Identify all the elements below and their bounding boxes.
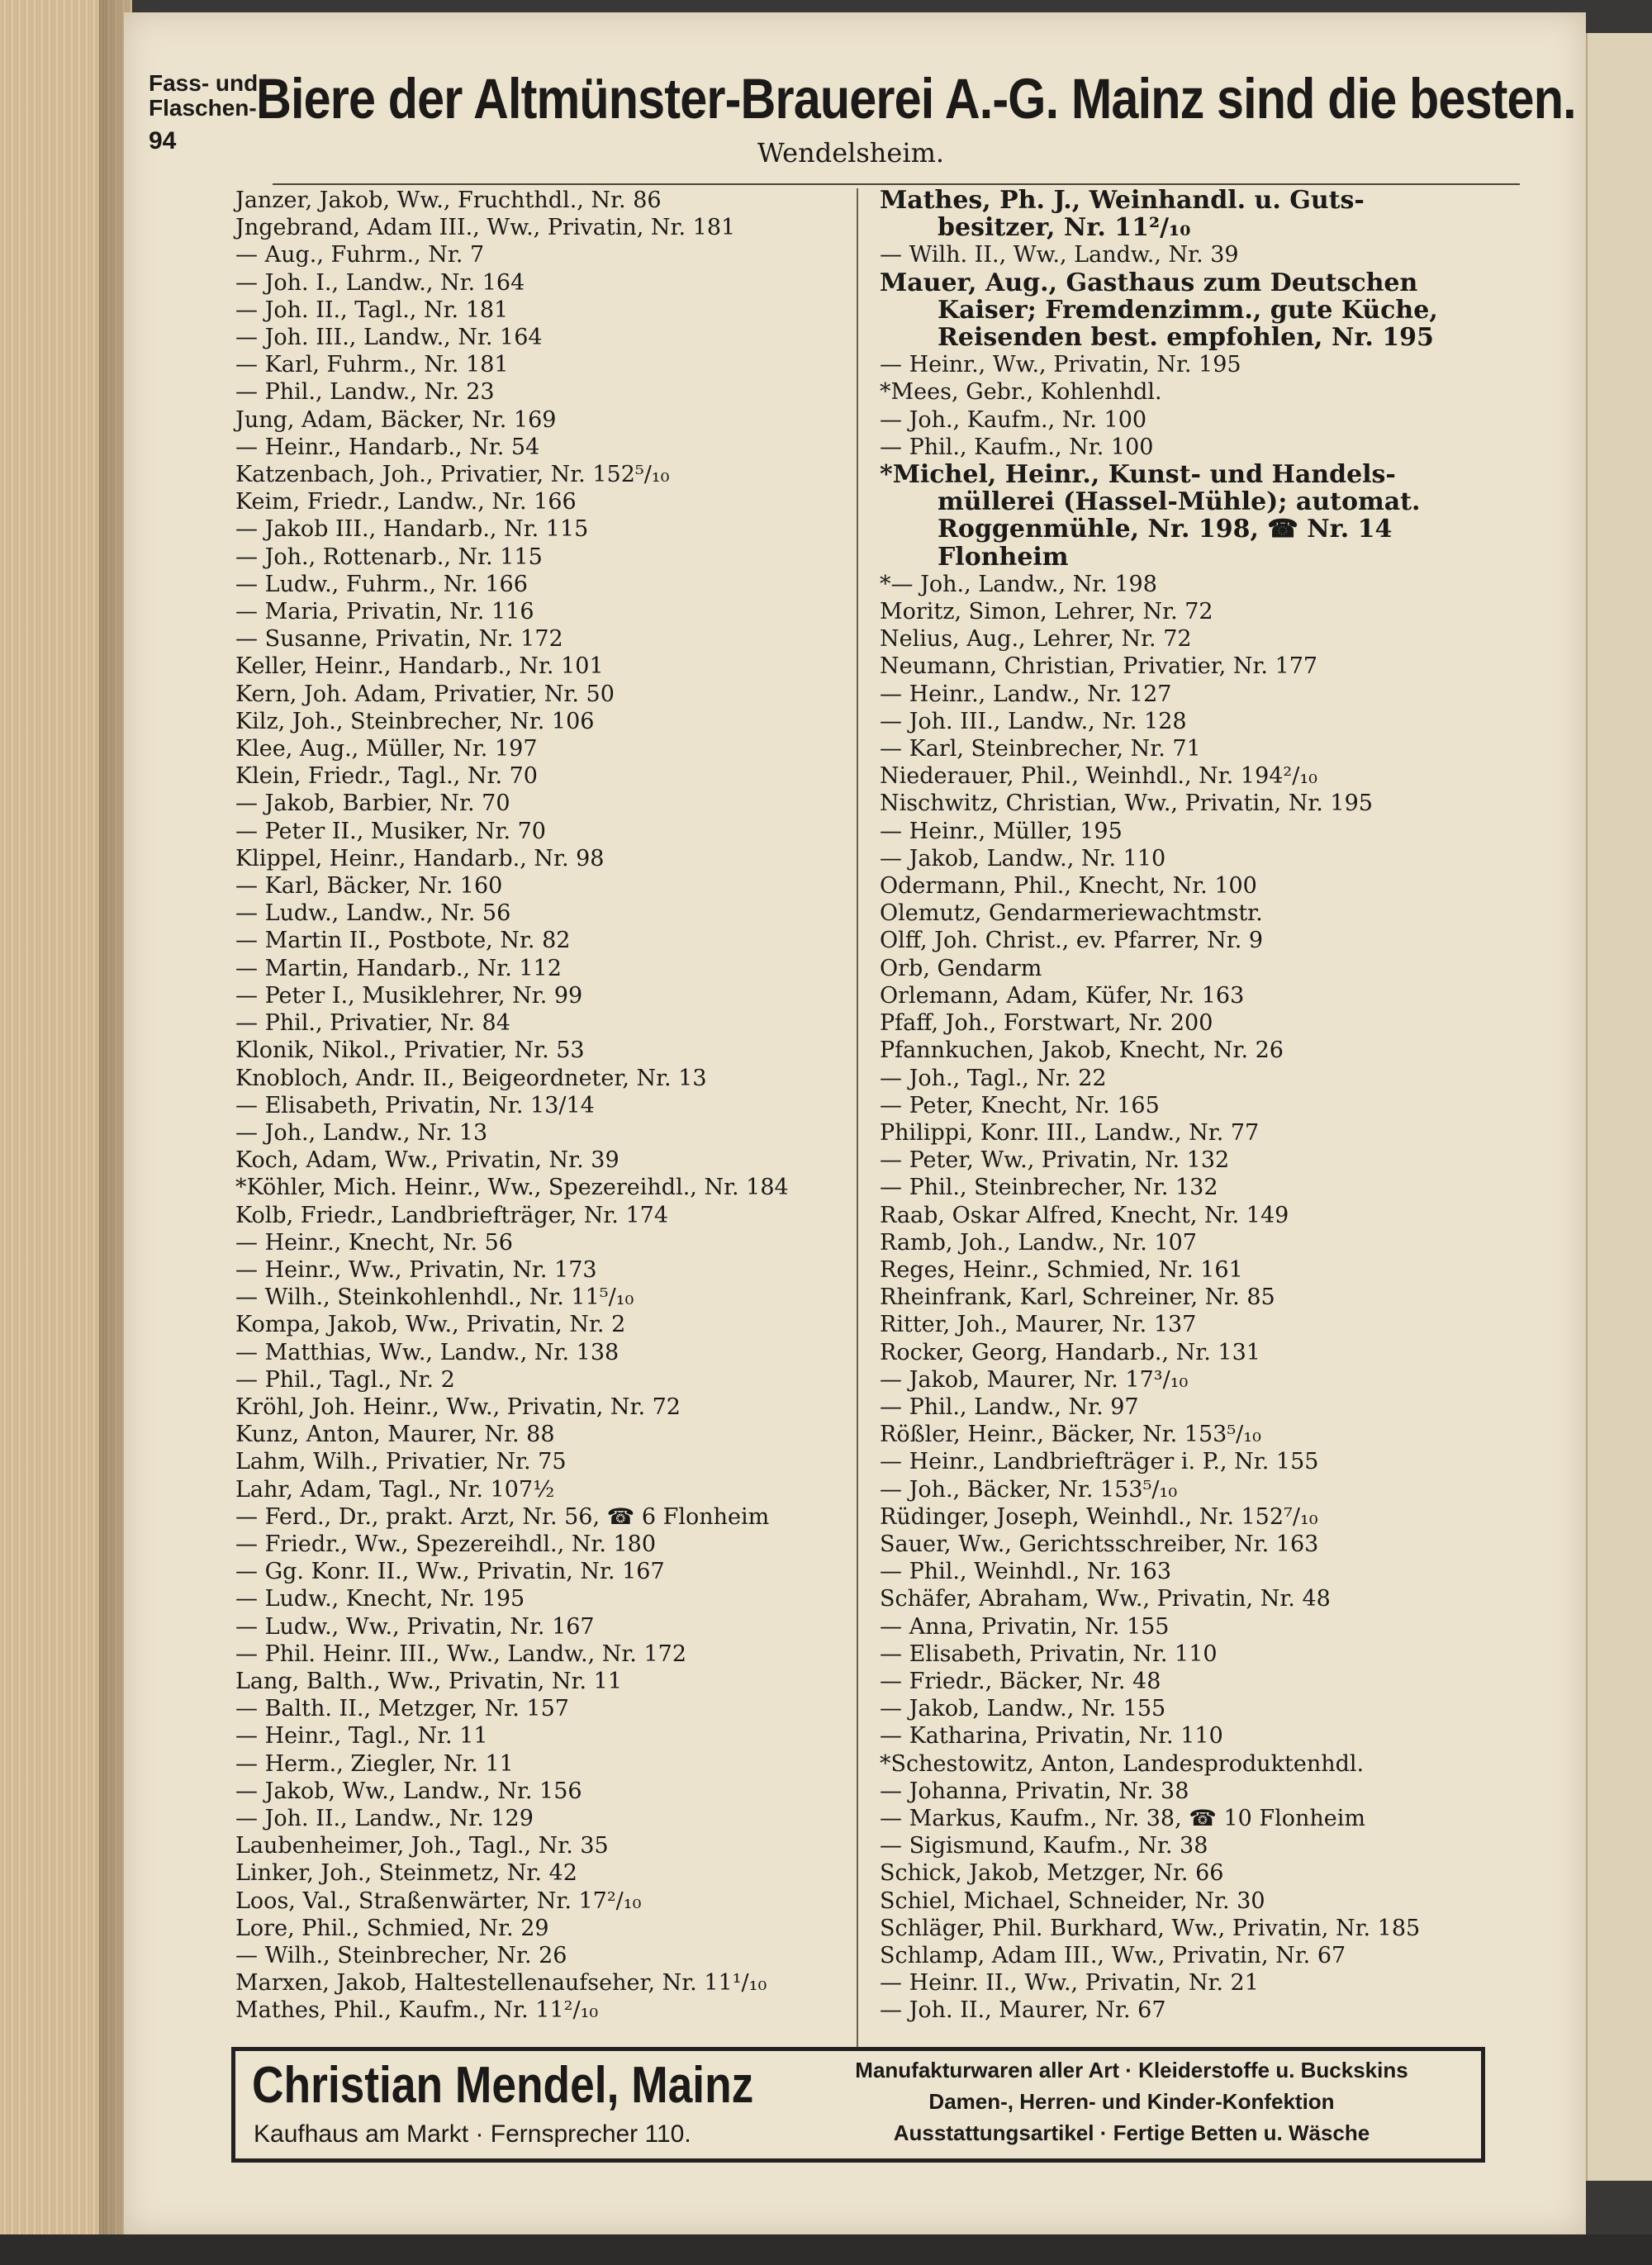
list-item: Kompa, Jakob, Ww., Privatin, Nr. 2 <box>235 1312 626 1338</box>
list-item: — Jakob, Ww., Landw., Nr. 156 <box>235 1778 582 1804</box>
list-item: — Anna, Privatin, Nr. 155 <box>880 1613 1170 1640</box>
list-item: — Ludw., Fuhrm., Nr. 166 <box>235 571 528 597</box>
list-item: — Jakob III., Handarb., Nr. 115 <box>235 516 589 543</box>
list-item: — Joh., Landw., Nr. 13 <box>235 1119 488 1146</box>
list-item: Lang, Balth., Ww., Privatin, Nr. 11 <box>235 1668 623 1694</box>
list-item: Ramb, Joh., Landw., Nr. 107 <box>880 1229 1197 1256</box>
list-item: Janzer, Jakob, Ww., Fruchthdl., Nr. 86 <box>235 188 662 213</box>
list-item: — Gg. Konr. II., Ww., Privatin, Nr. 167 <box>235 1559 665 1585</box>
list-item: — Martin II., Postbote, Nr. 82 <box>235 928 571 954</box>
list-item: Lahr, Adam, Tagl., Nr. 107½ <box>235 1476 555 1503</box>
list-item: — Karl, Bäcker, Nr. 160 <box>235 873 503 900</box>
list-item: — Ludw., Ww., Privatin, Nr. 167 <box>235 1613 595 1640</box>
list-item: — Phil., Landw., Nr. 23 <box>235 379 495 406</box>
list-item: — Balth. II., Metzger, Nr. 157 <box>235 1696 569 1722</box>
right-column <box>880 187 1540 2025</box>
list-item: — Phil., Kaufm., Nr. 100 <box>880 434 1154 460</box>
left-column <box>235 187 863 2025</box>
bottom-edge <box>0 2234 1652 2265</box>
page-number: 94 <box>149 127 177 154</box>
list-item: Nelius, Aug., Lehrer, Nr. 72 <box>880 626 1192 653</box>
list-item-mathes-winery <box>880 187 1540 241</box>
list-item: Jngebrand, Adam III., Ww., Privatin, Nr. 181 <box>235 215 736 241</box>
list-item: Olemutz, Gendarmeriewachtmstr. <box>880 900 1263 927</box>
list-item: — Herm., Ziegler, Nr. 11 <box>235 1750 514 1777</box>
list-item: Olff, Joh. Christ., ev. Pfarrer, Nr. 9 <box>880 928 1264 954</box>
list-item: — Phil., Privatier, Nr. 84 <box>235 1010 510 1037</box>
list-item: — Phil., Weinhdl., Nr. 163 <box>880 1559 1172 1585</box>
advertisement-address: Kaufhaus am Markt · Fernsprecher 110. <box>254 2120 691 2148</box>
list-item: Lahm, Wilh., Privatier, Nr. 75 <box>235 1449 567 1475</box>
list-item-line: Reisenden best. empfohlen, Nr. 195 <box>938 323 1434 353</box>
list-item: — Peter, Knecht, Nr. 165 <box>880 1092 1160 1118</box>
list-item: Kröhl, Joh. Heinr., Ww., Privatin, Nr. 72 <box>235 1394 681 1420</box>
header-rule <box>273 183 1520 185</box>
list-item: — Heinr., Handarb., Nr. 54 <box>235 434 540 460</box>
list-item: Rocker, Georg, Handarb., Nr. 131 <box>880 1339 1260 1365</box>
list-item: — Maria, Privatin, Nr. 116 <box>235 599 534 625</box>
list-item: — Joh. II., Landw., Nr. 129 <box>235 1805 534 1831</box>
list-item: Kolb, Friedr., Landbriefträger, Nr. 174 <box>235 1202 668 1228</box>
list-item: Schlamp, Adam III., Ww., Privatin, Nr. 67 <box>880 1943 1346 1968</box>
list-item: Jung, Adam, Bäcker, Nr. 169 <box>235 406 557 433</box>
header-side-label <box>149 71 258 121</box>
list-item: — Heinr., Tagl., Nr. 11 <box>235 1723 488 1750</box>
list-item: Marxen, Jakob, Haltestellenaufseher, Nr. 11¹/₁₀ <box>235 1970 767 1997</box>
list-item-line: müllerei (Hassel-Mühle); automat. <box>938 487 1421 517</box>
list-item: — Ferd., Dr., prakt. Arzt, Nr. 56, ☎ 6 Flonheim <box>235 1503 770 1530</box>
header-side-label-1: Fass- und <box>149 70 259 96</box>
list-item: — Karl, Steinbrecher, Nr. 71 <box>880 736 1201 762</box>
list-item: — Joh., Bäcker, Nr. 153⁵/₁₀ <box>880 1476 1178 1503</box>
list-item: — Markus, Kaufm., Nr. 38, ☎ 10 Flonheim <box>880 1805 1366 1831</box>
list-item: Philippi, Konr. III., Landw., Nr. 77 <box>880 1119 1260 1146</box>
list-item: Rüdinger, Joseph, Weinhdl., Nr. 152⁷/₁₀ <box>880 1503 1318 1530</box>
list-item: Klee, Aug., Müller, Nr. 197 <box>235 736 538 762</box>
header-slogan: Biere der Altmünster-Brauerei A.-G. Mainz sind die besten. <box>256 67 1576 131</box>
list-item: Keller, Heinr., Handarb., Nr. 101 <box>235 653 604 680</box>
list-item: — Phil., Tagl., Nr. 2 <box>235 1366 455 1393</box>
list-item: Pfannkuchen, Jakob, Knecht, Nr. 26 <box>880 1038 1284 1064</box>
list-item: — Aug., Fuhrm., Nr. 7 <box>235 242 485 268</box>
list-item-mauer-guesthouse <box>880 269 1540 352</box>
list-item: — Johanna, Privatin, Nr. 38 <box>880 1778 1189 1804</box>
list-item: — Jakob, Barbier, Nr. 70 <box>235 791 510 817</box>
list-item: — Joh. III., Landw., Nr. 164 <box>235 325 543 351</box>
list-item: Nischwitz, Christian, Ww., Privatin, Nr. 195 <box>880 791 1373 817</box>
list-item: — Joh., Rottenarb., Nr. 115 <box>235 544 543 570</box>
list-item: Mathes, Phil., Kaufm., Nr. 11²/₁₀ <box>235 1997 599 2024</box>
list-item: — Jakob, Maurer, Nr. 17³/₁₀ <box>880 1366 1189 1393</box>
list-item: *Köhler, Mich. Heinr., Ww., Spezereihdl., Nr. 184 <box>235 1175 789 1201</box>
adjacent-page-edge <box>1586 33 1652 2181</box>
list-item: Niederauer, Phil., Weinhdl., Nr. 194²/₁₀ <box>880 763 1317 790</box>
advertisement-company-name: Christian Mendel, Mainz <box>252 2057 754 2114</box>
header-side-label-2: Flaschen- <box>149 95 257 121</box>
list-item: Loos, Val., Straßenwärter, Nr. 17²/₁₀ <box>235 1888 642 1914</box>
list-item: — Martin, Handarb., Nr. 112 <box>235 955 562 981</box>
list-item: Klippel, Heinr., Handarb., Nr. 98 <box>235 845 605 871</box>
list-item: — Ludw., Knecht, Nr. 195 <box>235 1586 525 1612</box>
list-item: Neumann, Christian, Privatier, Nr. 177 <box>880 653 1318 680</box>
list-item: — Jakob, Landw., Nr. 110 <box>880 845 1166 871</box>
list-item: Odermann, Phil., Knecht, Nr. 100 <box>880 873 1257 900</box>
list-item: — Joh., Kaufm., Nr. 100 <box>880 406 1147 433</box>
list-item: — Phil. Heinr. III., Ww., Landw., Nr. 172 <box>235 1641 686 1667</box>
list-item-line: Mathes, Ph. J., Weinhandl. u. Guts- <box>880 186 1365 215</box>
list-item: — Heinr. II., Ww., Privatin, Nr. 21 <box>880 1970 1259 1997</box>
list-item: — Friedr., Bäcker, Nr. 48 <box>880 1668 1161 1694</box>
list-item: — Sigismund, Kaufm., Nr. 38 <box>880 1833 1208 1859</box>
list-item: — Peter I., Musiklehrer, Nr. 99 <box>235 982 583 1009</box>
list-item: — Matthias, Ww., Landw., Nr. 138 <box>235 1339 620 1365</box>
list-item: Schläger, Phil. Burkhard, Ww., Privatin, Nr. 185 <box>880 1915 1421 1941</box>
list-item-line: Kaiser; Fremdenzimm., gute Küche, <box>938 295 1438 325</box>
list-item: Kern, Joh. Adam, Privatier, Nr. 50 <box>235 681 615 707</box>
list-item: Keim, Friedr., Landw., Nr. 166 <box>235 489 577 515</box>
list-item-line: Flonheim <box>938 542 1069 572</box>
list-item: — Wilh. II., Ww., Landw., Nr. 39 <box>880 242 1239 268</box>
advertisement-line: Damen-, Herren- und Kinder-Konfektion <box>928 2089 1335 2114</box>
list-item: — Heinr., Landw., Nr. 127 <box>880 681 1172 707</box>
list-item: Orb, Gendarm <box>880 955 1042 981</box>
list-item: Schäfer, Abraham, Ww., Privatin, Nr. 48 <box>880 1586 1331 1612</box>
list-item: — Phil., Landw., Nr. 97 <box>880 1394 1139 1420</box>
list-item: — Heinr., Landbriefträger i. P., Nr. 155 <box>880 1449 1319 1475</box>
list-item: Reges, Heinr., Schmied, Nr. 161 <box>880 1256 1243 1283</box>
list-item: — Wilh., Steinkohlenhdl., Nr. 11⁵/₁₀ <box>235 1284 634 1311</box>
list-item-line: Mauer, Aug., Gasthaus zum Deutschen <box>880 268 1418 297</box>
list-item: Rheinfrank, Karl, Schreiner, Nr. 85 <box>880 1284 1275 1311</box>
list-item: *Mees, Gebr., Kohlenhdl. <box>880 379 1162 406</box>
list-item: — Ludw., Landw., Nr. 56 <box>235 900 511 927</box>
list-item: — Joh., Tagl., Nr. 22 <box>880 1065 1107 1091</box>
list-item: — Heinr., Ww., Privatin, Nr. 195 <box>880 352 1241 378</box>
list-item: — Joh. II., Tagl., Nr. 181 <box>235 297 509 323</box>
list-item: — Elisabeth, Privatin, Nr. 110 <box>880 1641 1218 1667</box>
list-item: — Friedr., Ww., Spezereihdl., Nr. 180 <box>235 1531 657 1557</box>
list-item: — Katharina, Privatin, Nr. 110 <box>880 1723 1223 1750</box>
list-item: Knobloch, Andr. II., Beigeordneter, Nr. 13 <box>235 1065 707 1091</box>
list-item: Linker, Joh., Steinmetz, Nr. 42 <box>235 1860 577 1887</box>
list-item: Lore, Phil., Schmied, Nr. 29 <box>235 1915 549 1941</box>
list-item: — Karl, Fuhrm., Nr. 181 <box>235 352 509 378</box>
list-item-line: *Michel, Heinr., Kunst- und Handels- <box>880 460 1396 490</box>
list-item: — Joh. III., Landw., Nr. 128 <box>880 708 1187 734</box>
list-item: — Joh. II., Maurer, Nr. 67 <box>880 1997 1166 2024</box>
list-item: *— Joh., Landw., Nr. 198 <box>880 571 1157 597</box>
list-item: Sauer, Ww., Gerichtsschreiber, Nr. 163 <box>880 1531 1319 1557</box>
page-header <box>149 66 1576 182</box>
list-item-line: Roggenmühle, Nr. 198, ☎ Nr. 14 <box>938 515 1393 544</box>
list-item: — Elisabeth, Privatin, Nr. 13/14 <box>235 1092 595 1118</box>
list-item: *Schestowitz, Anton, Landesproduktenhdl. <box>880 1750 1365 1777</box>
list-item-michel-mill <box>880 461 1540 571</box>
list-item: Rößler, Heinr., Bäcker, Nr. 153⁵/₁₀ <box>880 1422 1261 1448</box>
list-item: Pfaff, Joh., Forstwart, Nr. 200 <box>880 1010 1213 1037</box>
list-item: — Susanne, Privatin, Nr. 172 <box>235 626 563 653</box>
advertisement-line: Ausstattungsartikel · Fertige Betten u. Wäsche <box>893 2120 1370 2145</box>
list-item: Koch, Adam, Ww., Privatin, Nr. 39 <box>235 1147 620 1174</box>
list-item-line: besitzer, Nr. 11²/₁₀ <box>938 213 1191 243</box>
list-item: — Wilh., Steinbrecher, Nr. 26 <box>235 1943 567 1968</box>
list-item: — Joh. I., Landw., Nr. 164 <box>235 269 525 296</box>
list-item: — Heinr., Knecht, Nr. 56 <box>235 1229 513 1256</box>
advertisement-line: Manufakturwaren aller Art · Kleiderstoffe u. Buckskins <box>855 2058 1408 2082</box>
list-item: Schick, Jakob, Metzger, Nr. 66 <box>880 1860 1224 1887</box>
list-item: Kilz, Joh., Steinbrecher, Nr. 106 <box>235 708 595 734</box>
list-item: Katzenbach, Joh., Privatier, Nr. 152⁵/₁₀ <box>235 462 670 488</box>
list-item: Schiel, Michael, Schneider, Nr. 30 <box>880 1888 1265 1914</box>
list-item: — Jakob, Landw., Nr. 155 <box>880 1696 1166 1722</box>
list-item: Klonik, Nikol., Privatier, Nr. 53 <box>235 1038 585 1064</box>
list-item: — Peter, Ww., Privatin, Nr. 132 <box>880 1147 1230 1174</box>
advertisement-box <box>231 2047 1485 2163</box>
list-item: — Phil., Steinbrecher, Nr. 132 <box>880 1175 1218 1201</box>
list-item: Laubenheimer, Joh., Tagl., Nr. 35 <box>235 1833 609 1859</box>
list-item: Kunz, Anton, Maurer, Nr. 88 <box>235 1422 555 1448</box>
list-item: Ritter, Joh., Maurer, Nr. 137 <box>880 1312 1197 1338</box>
list-item: Moritz, Simon, Lehrer, Nr. 72 <box>880 599 1213 625</box>
page-place-title: Wendelsheim. <box>757 137 945 169</box>
list-item: Orlemann, Adam, Küfer, Nr. 163 <box>880 982 1245 1009</box>
list-item: — Peter II., Musiker, Nr. 70 <box>235 818 546 844</box>
list-item: — Heinr., Ww., Privatin, Nr. 173 <box>235 1256 597 1283</box>
list-item: Klein, Friedr., Tagl., Nr. 70 <box>235 763 538 790</box>
list-item: — Heinr., Müller, 195 <box>880 818 1123 844</box>
list-item: Raab, Oskar Alfred, Knecht, Nr. 149 <box>880 1202 1289 1228</box>
